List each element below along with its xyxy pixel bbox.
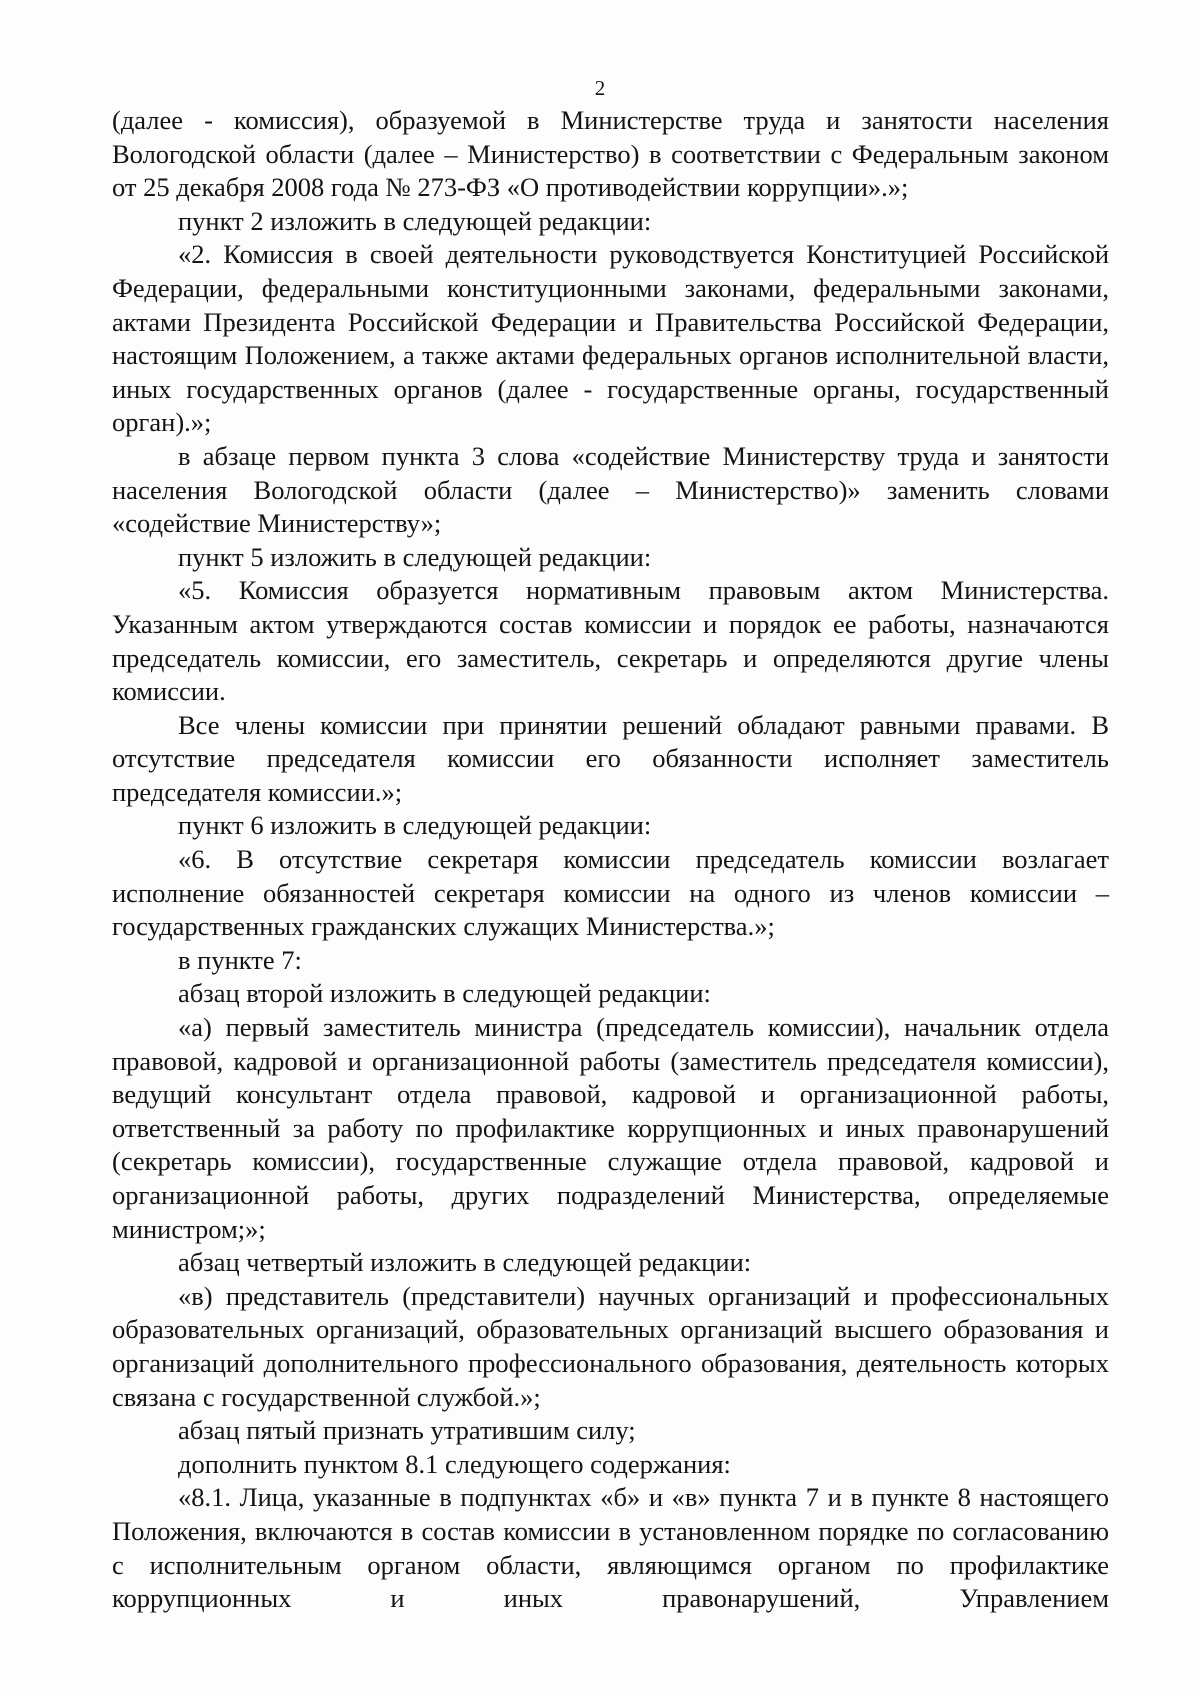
paragraph: Все члены комиссии при принятии решений обладают равными правами. В отсутствие председателя комиссии его обязанности исполняет заместитель председателя комиссии.»; [112, 709, 1109, 807]
document-body [112, 104, 1109, 1616]
paragraph: «8.1. Лица, указанные в подпунктах «б» и «в» пункта 7 и в пункте 8 настоящего Положения, включаются в состав комиссии в установленном порядке по согласованию с исполнительным органом области, являющимся органом по профилактике коррупционных и иных правонарушений, Управлением [112, 1482, 1109, 1614]
paragraph: абзац четвертый изложить в следующей редакции: [178, 1247, 752, 1278]
paragraph: «а) первый заместитель министра (председатель комиссии), начальник отдела правовой, кадровой и организационной работы (заместитель председателя комиссии), ведущий консультант отдела правовой, кадровой и организационной работы, ответственный за работу по профилактике коррупционных и иных правонарушений (секретарь комиссии), государственные служащие отдела правовой, кадровой и организационной работы, других подразделений Министерства, определяемые министром;»; [112, 1012, 1109, 1244]
paragraph: пункт 5 изложить в следующей редакции: [178, 541, 652, 572]
paragraph: в пункте 7: [178, 944, 302, 975]
paragraph: в абзаце первом пункта 3 слова «содействие Министерству труда и занятости населения Вологодской области (далее – Министерство)» заменить словами «содействие Министерству»; [112, 440, 1109, 539]
paragraph: дополнить пунктом 8.1 следующего содержания: [178, 1448, 731, 1479]
paragraph: пункт 6 изложить в следующей редакции: [178, 810, 652, 841]
paragraph: пункт 2 изложить в следующей редакции: [178, 205, 652, 236]
paragraph: «5. Комиссия образуется нормативным правовым актом Министерства. Указанным актом утверждаются состав комиссии и порядок ее работы, назначаются председатель комиссии, его заместитель, секретарь и определяются другие члены комиссии. [112, 575, 1109, 707]
paragraph: абзац второй изложить в следующей редакции: [178, 978, 711, 1009]
page-number: 2 [594, 76, 606, 100]
paragraph: абзац пятый признать утратившим силу; [178, 1415, 636, 1446]
paragraph: «2. Комиссия в своей деятельности руководствуется Конституцией Российской Федерации, федеральными конституционными законами, федеральными законами, актами Президента Российской Федерации и Правительства Российской Федерации, настоящим Положением, а также актами федеральных органов исполнительной власти, иных государственных органов (далее - государственные органы, государственный орган).»; [112, 239, 1109, 438]
paragraph: «6. В отсутствие секретаря комиссии председатель комиссии возлагает исполнение обязанностей секретаря комиссии на одного из членов комиссии – государственных гражданских служащих Министерства.»; [112, 844, 1109, 942]
paragraph: «в) представитель (представители) научных организаций и профессиональных образовательных организаций, образовательных организаций высшего образования и организаций дополнительного профессионального образования, деятельность которых связана с государственной службой.»; [112, 1280, 1109, 1412]
paragraph: (далее - комиссия), образуемой в Министерстве труда и занятости населения Вологодской области (далее – Министерство) в соответствии с Федеральным законом от 25 декабря 2008 года № 273-ФЗ «О противодействии коррупции».»; [112, 105, 1109, 203]
